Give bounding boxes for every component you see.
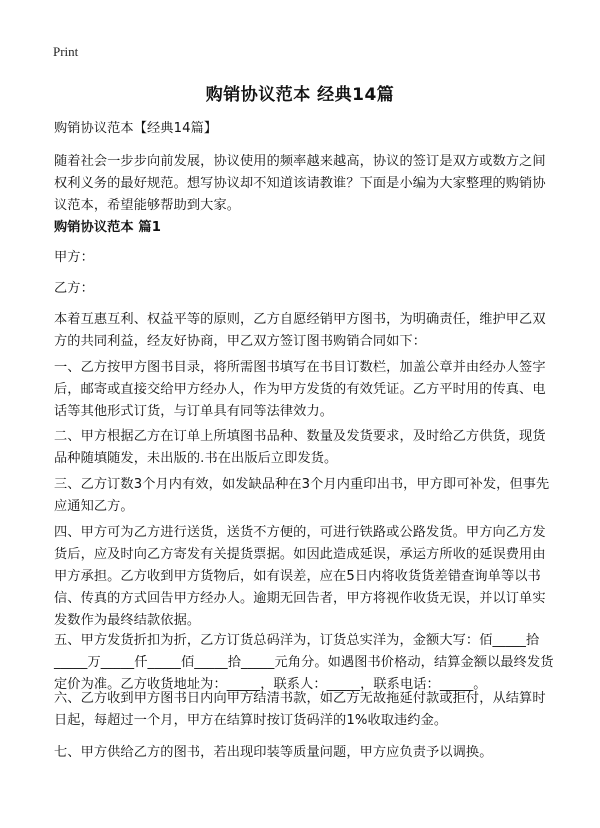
clause-paragraph: 六、乙方收到甲方图书日内向甲方结清书款，如乙方无故拖延付款或拒付，从结算时日起，每超过一个月，甲方在结算时按订货码洋的1%收取违约金。 <box>54 691 546 728</box>
party-a-line: 甲方： <box>54 250 94 265</box>
document-title: 购销协议范本 经典14篇 <box>205 85 395 105</box>
clause-paragraph: 一、乙方按甲方图书目录，将所需图书填写在书目订数栏，加盖公章并由经办人签字后，邮寄或直接交给甲方经办人，作为甲方发货的有效凭证。乙方平时用的传真、电话等其他形式订货，与订单具有同等法律效力。 <box>54 360 546 419</box>
clause-paragraph: 七、甲方供给乙方的图书，若出现印装等质量问题，甲方应负责予以调换。 <box>54 745 493 760</box>
clause-paragraph: 二、甲方根据乙方在订单上所填图书品种、数量及发货要求，及时给乙方供货，现货品种随填随发，未出版的.书在出版后立即发货。 <box>54 429 546 466</box>
party-b-line: 乙方： <box>54 281 94 296</box>
print-label[interactable]: Print <box>53 44 79 59</box>
preamble-paragraph: 本着互惠互利、权益平等的原则，乙方自愿经销甲方图书，为明确责任，维护甲乙双方的共同利益，经友好协商，甲乙双方签订图书购销合同如下： <box>54 312 546 349</box>
section-heading: 购销协议范本 篇1 <box>54 220 161 235</box>
clause-paragraph: 四、甲方可为乙方进行送货，送货不方便的，可进行铁路或公路发货。甲方向乙方发货后，应及时向乙方寄发有关提货票据。如因此造成延误，承运方所收的延误费用由甲方承担。乙方收到甲方货物后，如有误差，应在5日内将收货货差错查询单等以书信、传真的方式回告甲方经办人。逾期无回告者，甲方将视作收货无误，并以订单实发数作为最终结款依据。 <box>54 525 546 628</box>
clause-paragraph: 三、乙方订数3个月内有效，如发缺品种在3个月内重印出书，甲方即可补发，但事先应通知乙方。 <box>54 477 550 514</box>
intro-paragraph: 随着社会一步步向前发展，协议使用的频率越来越高，协议的签订是双方或数方之间权利义务的最好规范。想写协议却不知道该请教谁？下面是小编为大家整理的购销协议范本，希望能够帮助到大家。 <box>54 154 546 213</box>
clause-paragraph: 五、甲方发货折扣为折，乙方订货总码洋为，订货总实洋为，金额大写：佰_____拾_____万_____仟_____佰_____拾_____元角分。如遇图书价格动，结算金额以最终发货定价为准。乙方收货地址为：_____，联系人：_____，联系电话：_____。 <box>54 633 554 692</box>
document-subtitle: 购销协议范本【经典14篇】 <box>54 121 218 136</box>
